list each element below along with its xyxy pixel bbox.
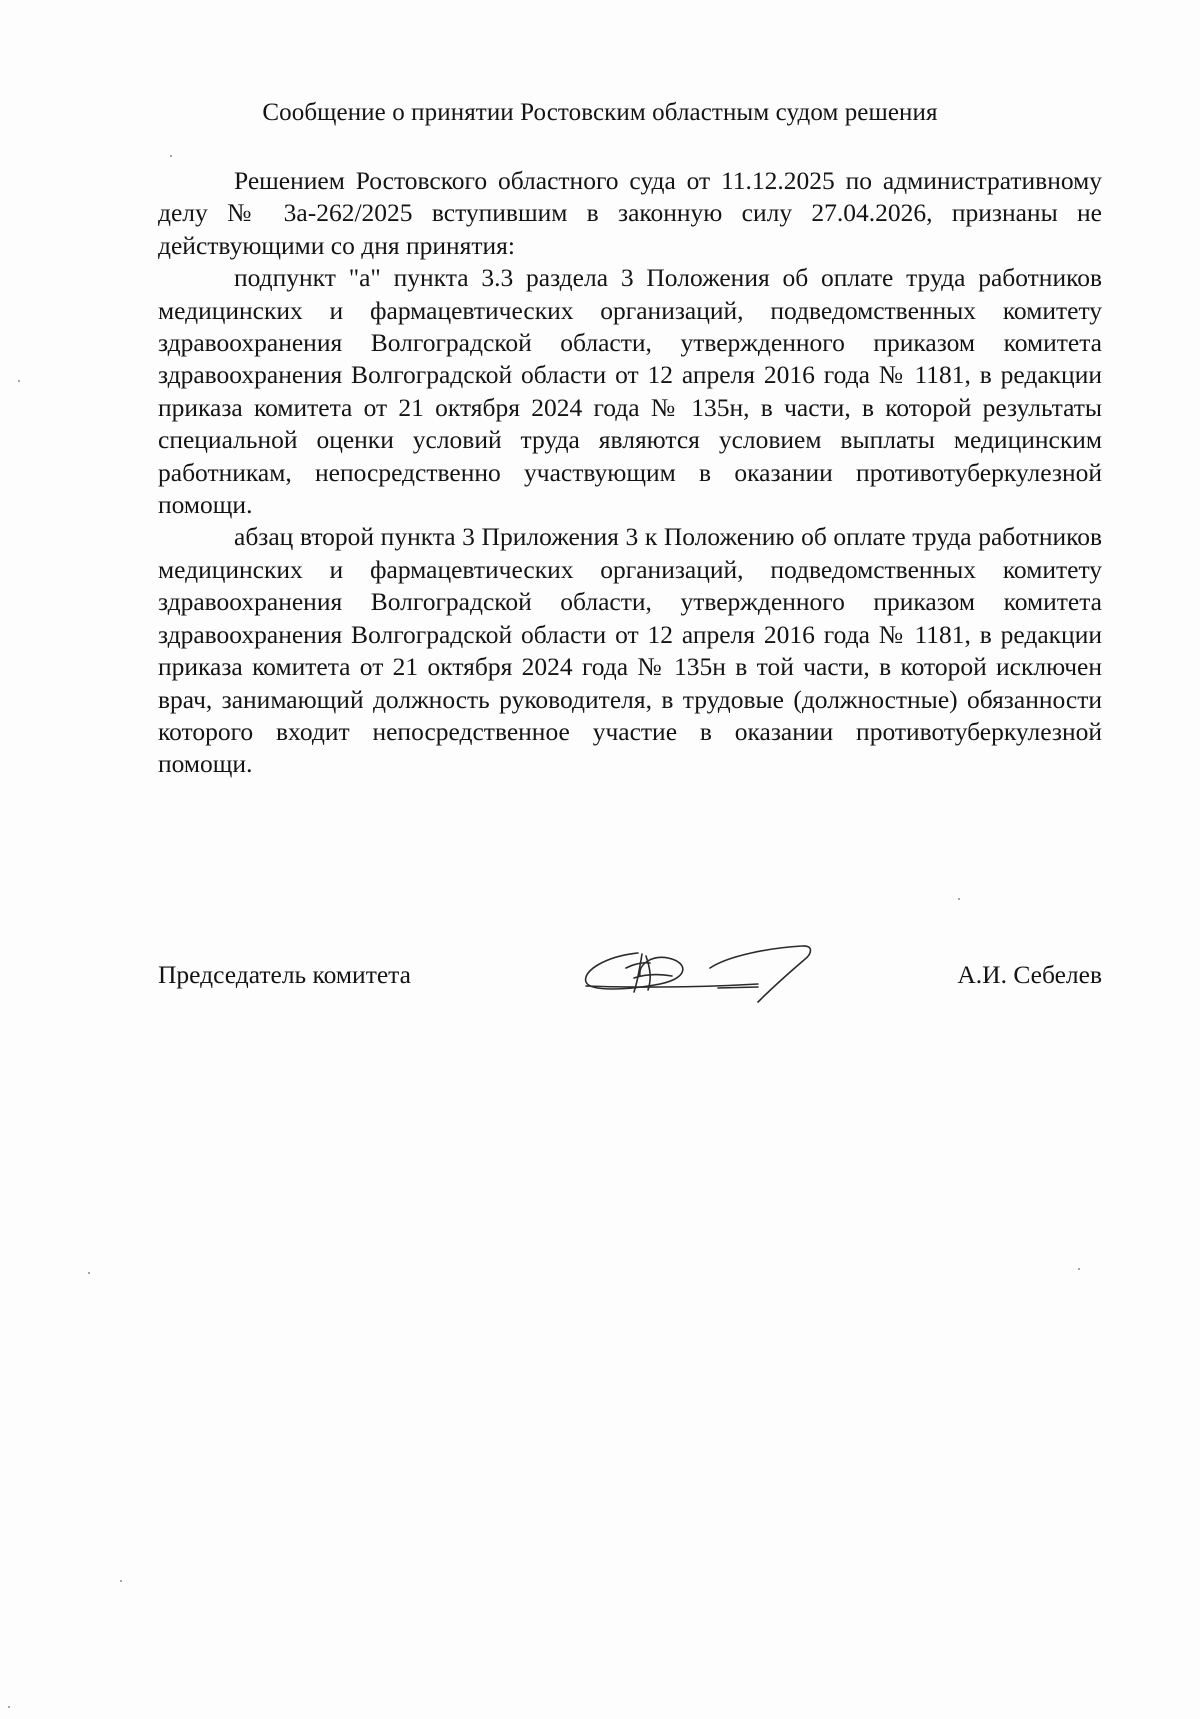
document-title: Сообщение о принятии Ростовским областным судом решения <box>262 99 938 126</box>
scan-speck <box>18 380 20 382</box>
handwritten-signature <box>568 908 828 1018</box>
scan-speck <box>88 1272 90 1274</box>
paragraph-subpoint-a: подпункт "а" пункта 3.3 раздела 3 Положения об оплате труда работников медицинских и фармацевтических организаций, подведомственных комитету здравоохранения Волгоградской области, утвержденного приказом комитета здравоохранения Волгоградской области от 12 апреля 2016 года № 1181, в редакции приказа комитета от 21 октября 2024 года № 135н, в части, в которой результаты специальной оценки условий труда являются условием выплаты медицинским работникам, непосредственно участвующим в оказании противотуберкулезной помощи. <box>158 263 1102 520</box>
signatory-name: А.И. Себелев <box>957 960 1102 989</box>
scan-speck <box>1078 1268 1080 1270</box>
scan-speck <box>8 1706 10 1708</box>
document-body <box>158 165 1102 781</box>
paragraph-second-clause: абзац второй пункта 3 Приложения 3 к Положению об оплате труда работников медицинских и фармацевтических организаций, подведомственных комитету здравоохранения Волгоградской области, утвержденного приказом комитета здравоохранения Волгоградской области от 12 апреля 2016 года № 1181, в редакции приказа комитета от 21 октября 2024 года № 135н в той части, в которой исключен врач, занимающий должность руководителя, в трудовые (должностные) обязанности которого входит непосредственное участие в оказании противотуберкулезной помощи. <box>158 522 1102 779</box>
scan-speck <box>170 155 172 157</box>
scan-speck <box>958 898 960 900</box>
scan-speck <box>120 1580 122 1582</box>
paragraph-decision: Решением Ростовского областного суда от 11.12.2025 по административному делу № 3а-262/2025 вступившим в законную силу 27.04.2026, признаны не действующими со дня принятия: <box>158 166 1102 260</box>
signature-block <box>158 948 1102 1008</box>
signatory-role: Председатель комитета <box>158 960 411 989</box>
